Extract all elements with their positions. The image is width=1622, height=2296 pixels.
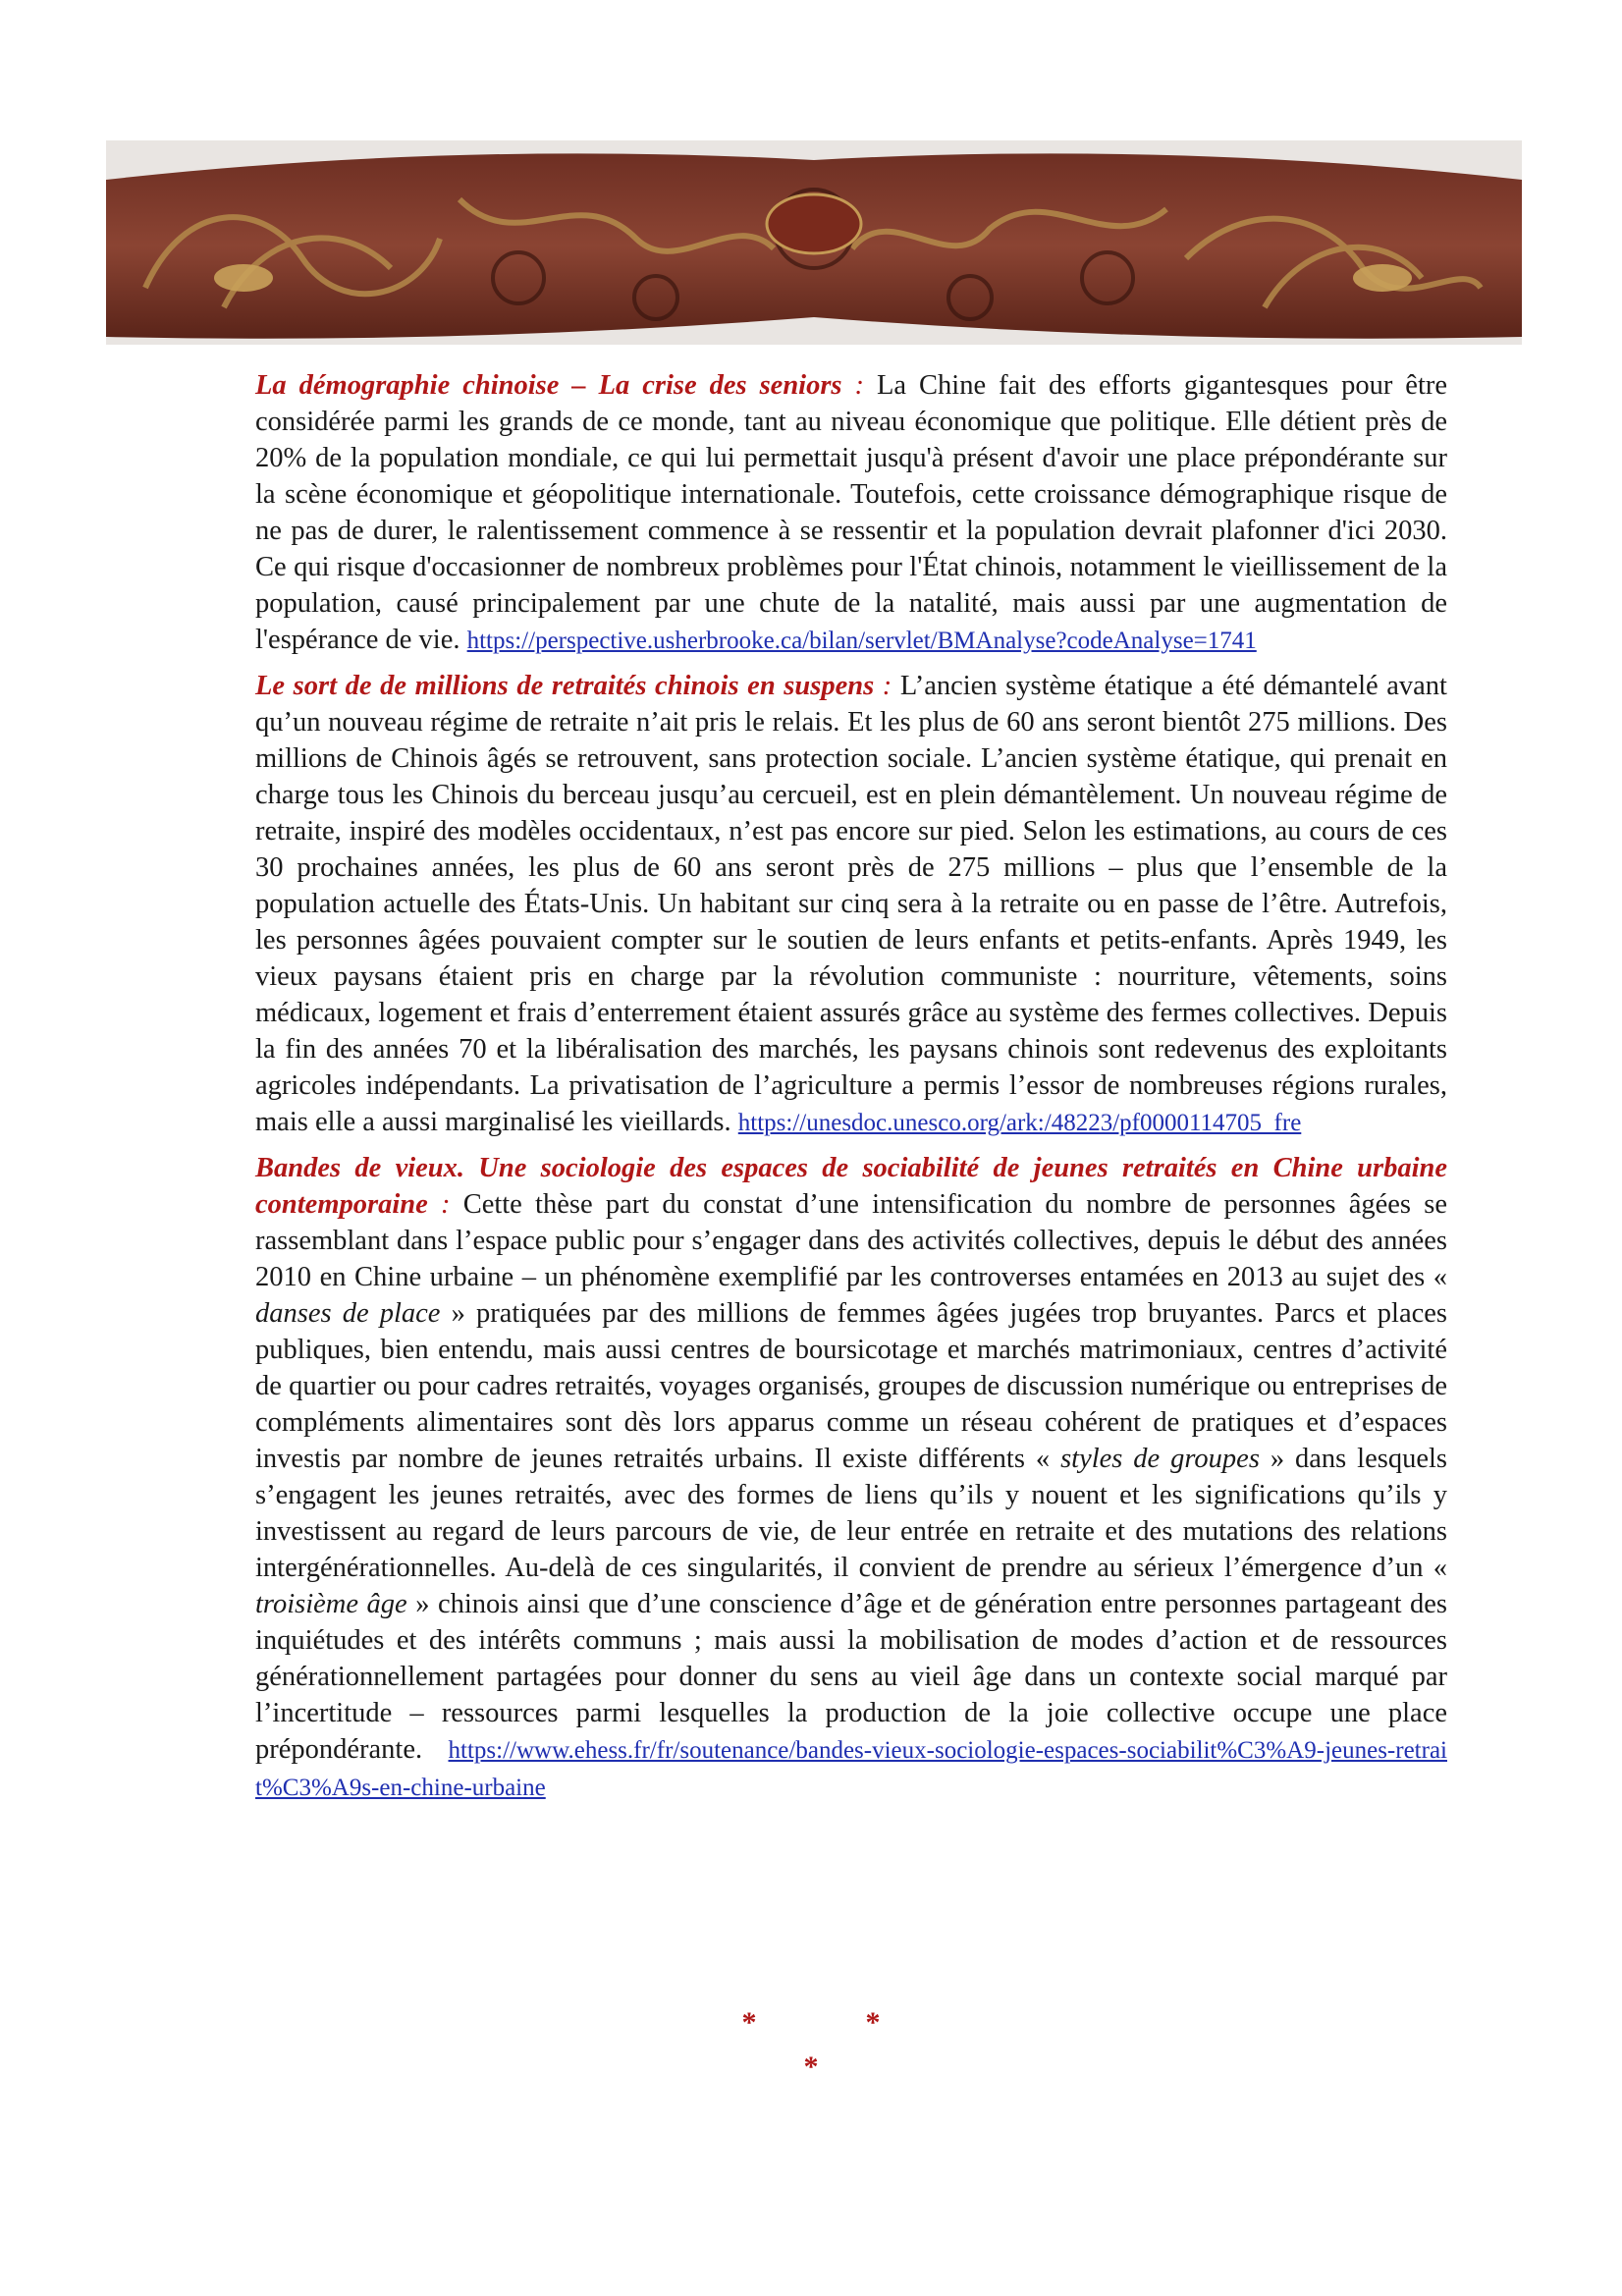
source-link[interactable]: https://perspective.usherbrooke.ca/bilan/servlet/BMAnalyse?codeAnalyse=1741	[466, 628, 1257, 654]
section-text: » pratiquées par des millions de femmes âgées jugées trop bruyantes. Parcs et places publiques, bien entendu, mais aussi centres de boursicotage et marchés matrimoniaux, centres d’activité de quartier ou pour cadres retraités, voyages organisés, groupes de discussion numérique ou entreprises de compléments alimentaires sont dès lors apparus comme un réseau cohérent de pratiques et d’espaces investis par nombre de jeunes retraités urbains. Il existe différents «	[255, 1298, 1447, 1474]
source-link[interactable]: https://unesdoc.unesco.org/ark:/48223/pf0000114705_fre	[737, 1110, 1302, 1136]
section-title-colon: :	[427, 1189, 451, 1220]
section-emphasis: danses de place	[255, 1298, 441, 1329]
separator-stars-top	[0, 2006, 1622, 2040]
section-title-colon: :	[874, 671, 892, 701]
section-text: L’ancien système étatique a été démantelé avant qu’un nouveau régime de retraite n’ait pris le relais. Et les plus de 60 ans seront bientôt 275 millions. Des millions de Chinois âgés se retrouvent, sans protection sociale. L’ancien système étatique, qui prenait en charge tous les Chinois du berceau jusqu’au cercueil, est en plein démantèlement. Un nouveau régime de retraite, inspiré des modèles occidentaux, n’est pas encore sur pied. Selon les estimations, au cours de ces 30 prochaines années, les plus de 60 ans seront près de 275 millions – plus que l’ensemble de la population actuelle des États-Unis. Un habitant sur cinq sera à la retraite ou en passe de l’être. Autrefois, les personnes âgées pouvaient compter sur le soutien de leurs enfants et petits-enfants. Après 1949, les vieux paysans étaient pris en charge par la révolution communiste : nourriture, vêtements, soins médicaux, logement et frais d’enterrement étaient assurés grâce au système des fermes collectives. Depuis la fin des années 70 et la libéralisation des marchés, les paysans chinois sont redevenus des exploitants agricoles indépendants. La privatisation de l’agriculture a permis l’essor de nombreuses régions rurales, mais elle a aussi marginalisé les vieillards.	[255, 671, 1447, 1137]
section-text: La Chine fait des efforts gigantesques pour être considérée parmi les grands de ce monde, tant au niveau économique que politique. Elle détient près de 20% de la population mondiale, ce qui lui permettait jusqu'à présent d'avoir une place prépondérante sur la scène économique et géopolitique internationale. Toutefois, cette croissance démographique risque de ne pas de durer, le ralentissement commence à se ressentir et la population devrait plafonner d'ici 2030. Ce qui risque d'occasionner de nombreux problèmes pour l'État chinois, notamment le vieillissement de la population, causé principalement par une chute de la natalité, mais aussi par une augmentation de l'espérance de vie.	[255, 370, 1448, 655]
carved-wood-banner-image	[106, 140, 1522, 345]
section-title-colon: :	[841, 370, 865, 401]
section-title: Le sort de de millions de retraités chinois en suspens	[255, 671, 875, 701]
section-title: La démographie chinoise – La crise des seniors	[255, 370, 842, 401]
separator-star: *	[865, 2006, 881, 2039]
section-emphasis: styles de groupes	[1060, 1444, 1260, 1474]
source-link[interactable]: https://www.ehess.fr/fr/soutenance/bandes-vieux-sociologie-espaces-sociabilit%C3%A9-jeunes-retrait%C3%A9s-en-chine-urbaine	[255, 1737, 1447, 1801]
separator-star: *	[741, 2006, 757, 2039]
separator-stars-bottom	[0, 2050, 1622, 2084]
section-text: » dans lesquels s’engagent les jeunes retraités, avec des formes de liens qu’ils y nouent et les significations qu’ils y investissent au regard de leurs parcours de vie, de leur entrée en retraite et des mutations des relations intergénérationnelles. Au-delà de ces singularités, il convient de prendre au sérieux l’émergence d’un «	[255, 1444, 1447, 1583]
section-sociology	[255, 1150, 1447, 1806]
document-body	[255, 367, 1447, 1815]
section-demographics	[255, 367, 1447, 659]
section-retirees	[255, 668, 1447, 1141]
section-text: » chinois ainsi que d’une conscience d’âge et de génération entre personnes partageant des inquiétudes et des intérêts communs ; mais aussi la mobilisation de modes d’action et de ressources générationnellement partagées pour donner du sens au vieil âge dans un contexte social marqué par l’incertitude – ressources parmi lesquelles la production de la joie collective occupe une place prépondérante.	[255, 1589, 1447, 1765]
section-text: Cette thèse part du constat d’une intensification du nombre de personnes âgées se rassemblant dans l’espace public pour s’engager dans des activités collectives, depuis le début des années 2010 en Chine urbaine – un phénomène exemplifié par les controverses entamées en 2013 au sujet des «	[255, 1189, 1447, 1292]
section-title: Bandes de vieux. Une sociologie des espaces de sociabilité de jeunes retraités en Chine urbaine contemporaine	[255, 1153, 1447, 1220]
separator-star: *	[803, 2050, 819, 2083]
section-emphasis: troisième âge	[255, 1589, 407, 1619]
